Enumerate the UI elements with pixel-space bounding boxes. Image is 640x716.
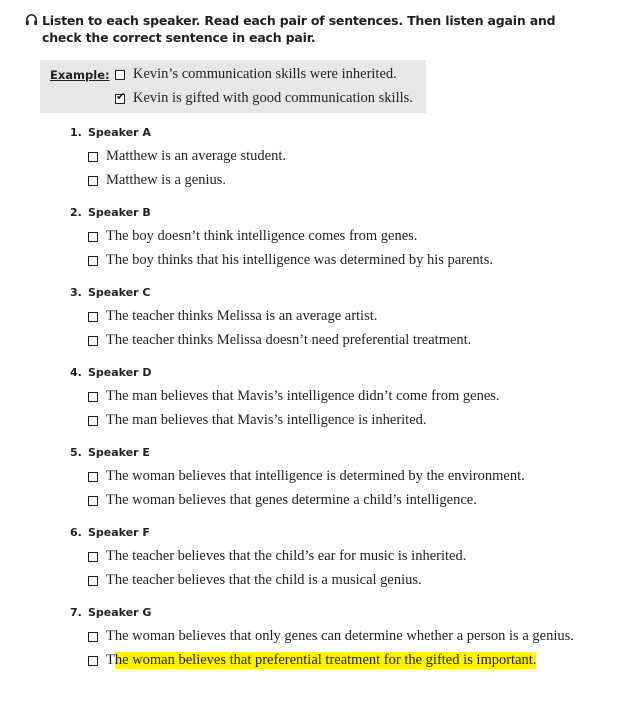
option-text: The teacher thinks Melissa is an average artist.	[106, 308, 378, 324]
question-item	[70, 446, 630, 526]
option-text: The teacher believes that the child’s ear for music is inherited.	[106, 548, 467, 564]
option-text: The woman believes that intelligence is determined by the environment.	[106, 468, 525, 484]
answer-option[interactable]	[88, 652, 536, 669]
example-option	[115, 66, 397, 83]
question-item	[70, 126, 630, 206]
answer-option[interactable]	[88, 388, 500, 405]
question-item	[70, 286, 630, 366]
option-text: The woman believes that genes determine a child’s intelligence.	[106, 492, 477, 508]
option-text: The man believes that Mavis’s intelligence is inherited.	[106, 412, 427, 428]
question-number: 5.	[70, 446, 82, 459]
option-text: The woman believes that only genes can determine whether a person is a genius.	[106, 628, 574, 644]
checkbox[interactable]	[88, 392, 98, 402]
checkbox[interactable]	[88, 232, 98, 242]
option-text: The boy thinks that his intelligence was determined by his parents.	[106, 252, 493, 268]
answer-option[interactable]	[88, 628, 574, 645]
option-text: The boy doesn’t think intelligence comes from genes.	[106, 228, 418, 244]
option-text: Kevin’s communication skills were inherited.	[133, 66, 397, 82]
checkbox[interactable]	[88, 312, 98, 322]
answer-option[interactable]	[88, 252, 493, 269]
answer-option[interactable]	[88, 228, 417, 245]
question-header	[70, 206, 151, 219]
example-box	[40, 60, 426, 113]
speaker-label: Speaker C	[88, 286, 151, 299]
question-header	[70, 366, 152, 379]
question-number: 7.	[70, 606, 82, 619]
checkbox[interactable]	[88, 552, 98, 562]
speaker-label: Speaker D	[88, 366, 152, 379]
question-item	[70, 606, 630, 686]
answer-option[interactable]	[88, 308, 377, 325]
speaker-label: Speaker A	[88, 126, 151, 139]
speaker-label: Speaker G	[88, 606, 152, 619]
checkbox[interactable]	[88, 496, 98, 506]
speaker-label: Speaker F	[88, 526, 150, 539]
checkbox[interactable]	[88, 472, 98, 482]
question-number: 6.	[70, 526, 82, 539]
answer-option[interactable]	[88, 332, 471, 349]
speaker-label: Speaker B	[88, 206, 151, 219]
highlighted-text: he woman believes that preferential treatment for the gifted is important.	[114, 652, 537, 668]
question-number: 4.	[70, 366, 82, 379]
speaker-label: Speaker E	[88, 446, 150, 459]
answer-option[interactable]	[88, 548, 466, 565]
answer-option[interactable]	[88, 148, 286, 165]
option-text: T	[106, 652, 115, 668]
example-option	[115, 90, 413, 107]
option-text: Matthew is a genius.	[106, 172, 227, 188]
checkbox-checked	[115, 94, 125, 104]
checkbox[interactable]	[88, 176, 98, 186]
checkbox[interactable]	[88, 256, 98, 266]
question-header	[70, 606, 151, 619]
question-header	[70, 526, 150, 539]
answer-option[interactable]	[88, 172, 226, 189]
checkbox	[115, 70, 125, 80]
instructions: Listen to each speaker. Read each pair of sentences. Then listen again and check the correct sentence in each pair.	[42, 13, 556, 45]
headphones-icon	[25, 13, 38, 26]
question-item	[70, 526, 630, 606]
answer-option[interactable]	[88, 468, 525, 485]
answer-option[interactable]	[88, 412, 427, 429]
checkbox[interactable]	[88, 632, 98, 642]
option-text: The teacher thinks Melissa doesn’t need preferential treatment.	[106, 332, 472, 348]
question-item	[70, 366, 630, 446]
option-text: Kevin is gifted with good communication skills.	[133, 90, 413, 106]
checkbox[interactable]	[88, 336, 98, 346]
answer-option[interactable]	[88, 572, 422, 589]
checkbox[interactable]	[88, 416, 98, 426]
option-text: Matthew is an average student.	[106, 148, 286, 164]
answer-option[interactable]	[88, 492, 477, 509]
option-text: The man believes that Mavis’s intelligence didn’t come from genes.	[106, 388, 500, 404]
example-label: Example:	[50, 68, 110, 82]
checkbox[interactable]	[88, 656, 98, 666]
question-number: 3.	[70, 286, 82, 299]
question-number: 1.	[70, 126, 82, 139]
question-item	[70, 206, 630, 286]
question-header	[70, 126, 151, 139]
question-header	[70, 286, 151, 299]
question-header	[70, 446, 150, 459]
checkbox[interactable]	[88, 576, 98, 586]
question-number: 2.	[70, 206, 82, 219]
option-text: The teacher believes that the child is a musical genius.	[106, 572, 422, 588]
checkbox[interactable]	[88, 152, 98, 162]
